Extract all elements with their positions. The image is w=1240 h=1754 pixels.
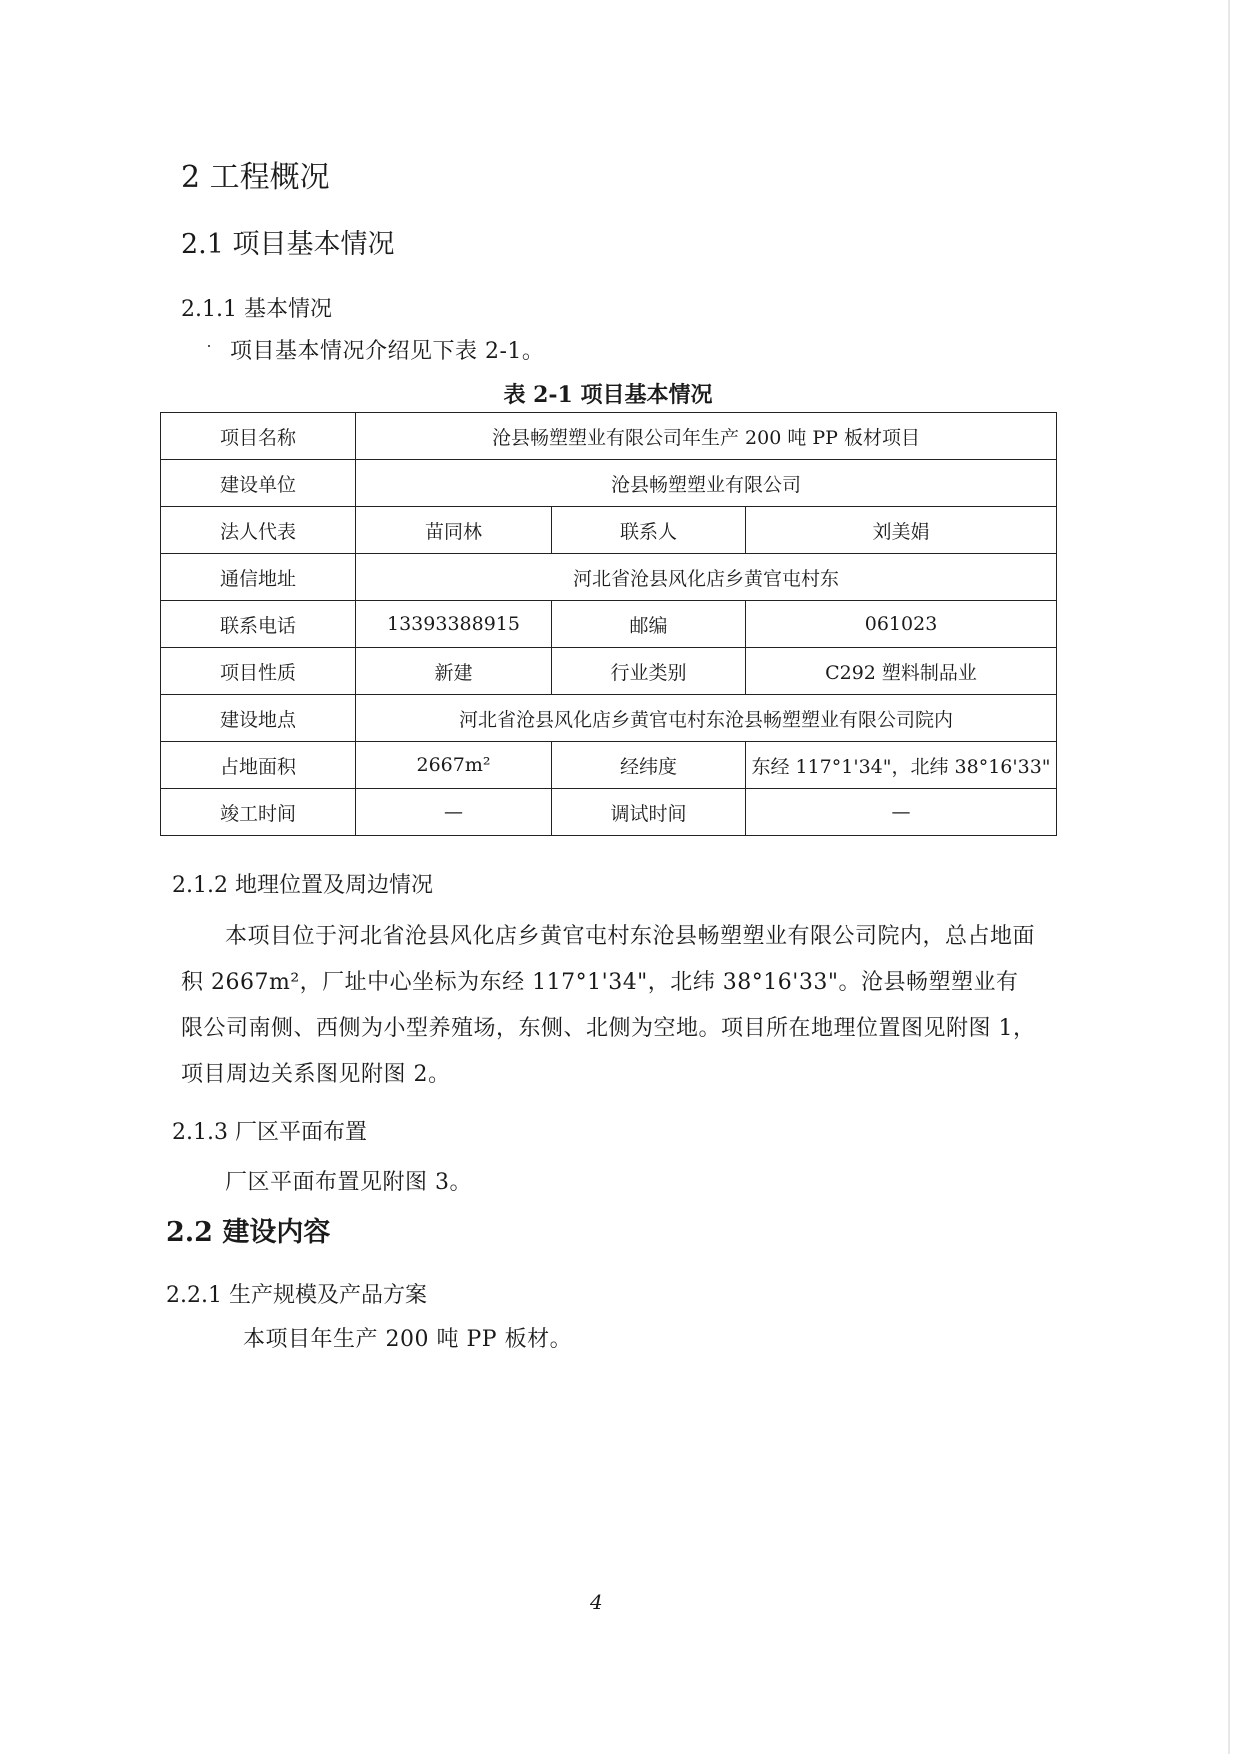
table-row	[161, 507, 1057, 554]
table-value-cell: —	[356, 789, 552, 836]
page-number: 4	[590, 1590, 603, 1614]
intro-paragraph: 项目基本情况介绍见下表 2-1。	[230, 339, 545, 364]
chapter-heading: 2 工程概况	[181, 160, 330, 195]
table-label-cell: 建设地点	[161, 695, 356, 742]
location-paragraph: 本项目位于河北省沧县风化店乡黄官屯村东沧县畅塑塑业有限公司院内，总占地面积 2667m²，厂址中心坐标为东经 117°1'34"，北纬 38°16'33"。沧县畅塑塑业有限公司南侧、西侧为小型养殖场，东侧、北侧为空地。项目所在地理位置图见附图 1，项目周边关系图见附图 2。	[181, 924, 1036, 1087]
table-label-cell: 法人代表	[161, 507, 356, 554]
table-label-cell: 联系人	[552, 507, 746, 554]
table-value-cell: 新建	[356, 648, 552, 695]
table-value-cell: —	[746, 789, 1057, 836]
table-row	[161, 695, 1057, 742]
table-value-cell: 河北省沧县风化店乡黄官屯村东沧县畅塑塑业有限公司院内	[356, 695, 1057, 742]
table-row	[161, 413, 1057, 460]
layout-paragraph: 厂区平面布置见附图 3。	[225, 1170, 472, 1195]
table-label-cell: 经纬度	[552, 742, 746, 789]
table-row	[161, 648, 1057, 695]
table-value-cell: 沧县畅塑塑业有限公司	[356, 460, 1057, 507]
table-value-cell: 苗同林	[356, 507, 552, 554]
table-row	[161, 554, 1057, 601]
table-row	[161, 742, 1057, 789]
table-label-cell: 建设单位	[161, 460, 356, 507]
section-heading-2-2: 2.2 建设内容	[166, 1217, 331, 1248]
table-label-cell: 项目性质	[161, 648, 356, 695]
project-info-table	[160, 412, 1057, 836]
scan-edge	[1228, 0, 1230, 1754]
table-caption: 表 2-1 项目基本情况	[503, 382, 713, 408]
table-row	[161, 460, 1057, 507]
subsection-heading-2-1-1: 2.1.1 基本情况	[181, 297, 332, 322]
section-heading-2-1: 2.1 项目基本情况	[181, 229, 395, 260]
table-row	[161, 601, 1057, 648]
table-label-cell: 联系电话	[161, 601, 356, 648]
table-value-cell: 河北省沧县风化店乡黄官屯村东	[356, 554, 1057, 601]
table-value-cell: 13393388915	[356, 601, 552, 648]
table-value-cell: 沧县畅塑塑业有限公司年生产 200 吨 PP 板材项目	[356, 413, 1057, 460]
subsection-heading-2-1-3: 2.1.3 厂区平面布置	[172, 1120, 367, 1145]
table-label-cell: 调试时间	[552, 789, 746, 836]
subsection-heading-2-2-1: 2.2.1 生产规模及产品方案	[166, 1283, 427, 1308]
scale-paragraph: 本项目年生产 200 吨 PP 板材。	[243, 1327, 573, 1352]
table-label-cell: 占地面积	[161, 742, 356, 789]
table-value-cell: 2667m²	[356, 742, 552, 789]
table-label-cell: 行业类别	[552, 648, 746, 695]
table-label-cell: 通信地址	[161, 554, 356, 601]
table-label-cell: 邮编	[552, 601, 746, 648]
table-value-cell: 刘美娟	[746, 507, 1057, 554]
table-value-cell: C292 塑料制品业	[746, 648, 1057, 695]
table-label-cell: 竣工时间	[161, 789, 356, 836]
table-label-cell: 项目名称	[161, 413, 356, 460]
subsection-heading-2-1-2: 2.1.2 地理位置及周边情况	[172, 873, 433, 898]
table-value-cell: 061023	[746, 601, 1057, 648]
table-value-cell: 东经 117°1'34"，北纬 38°16'33"	[746, 742, 1057, 789]
table-row	[161, 789, 1057, 836]
scan-speck	[208, 345, 210, 347]
